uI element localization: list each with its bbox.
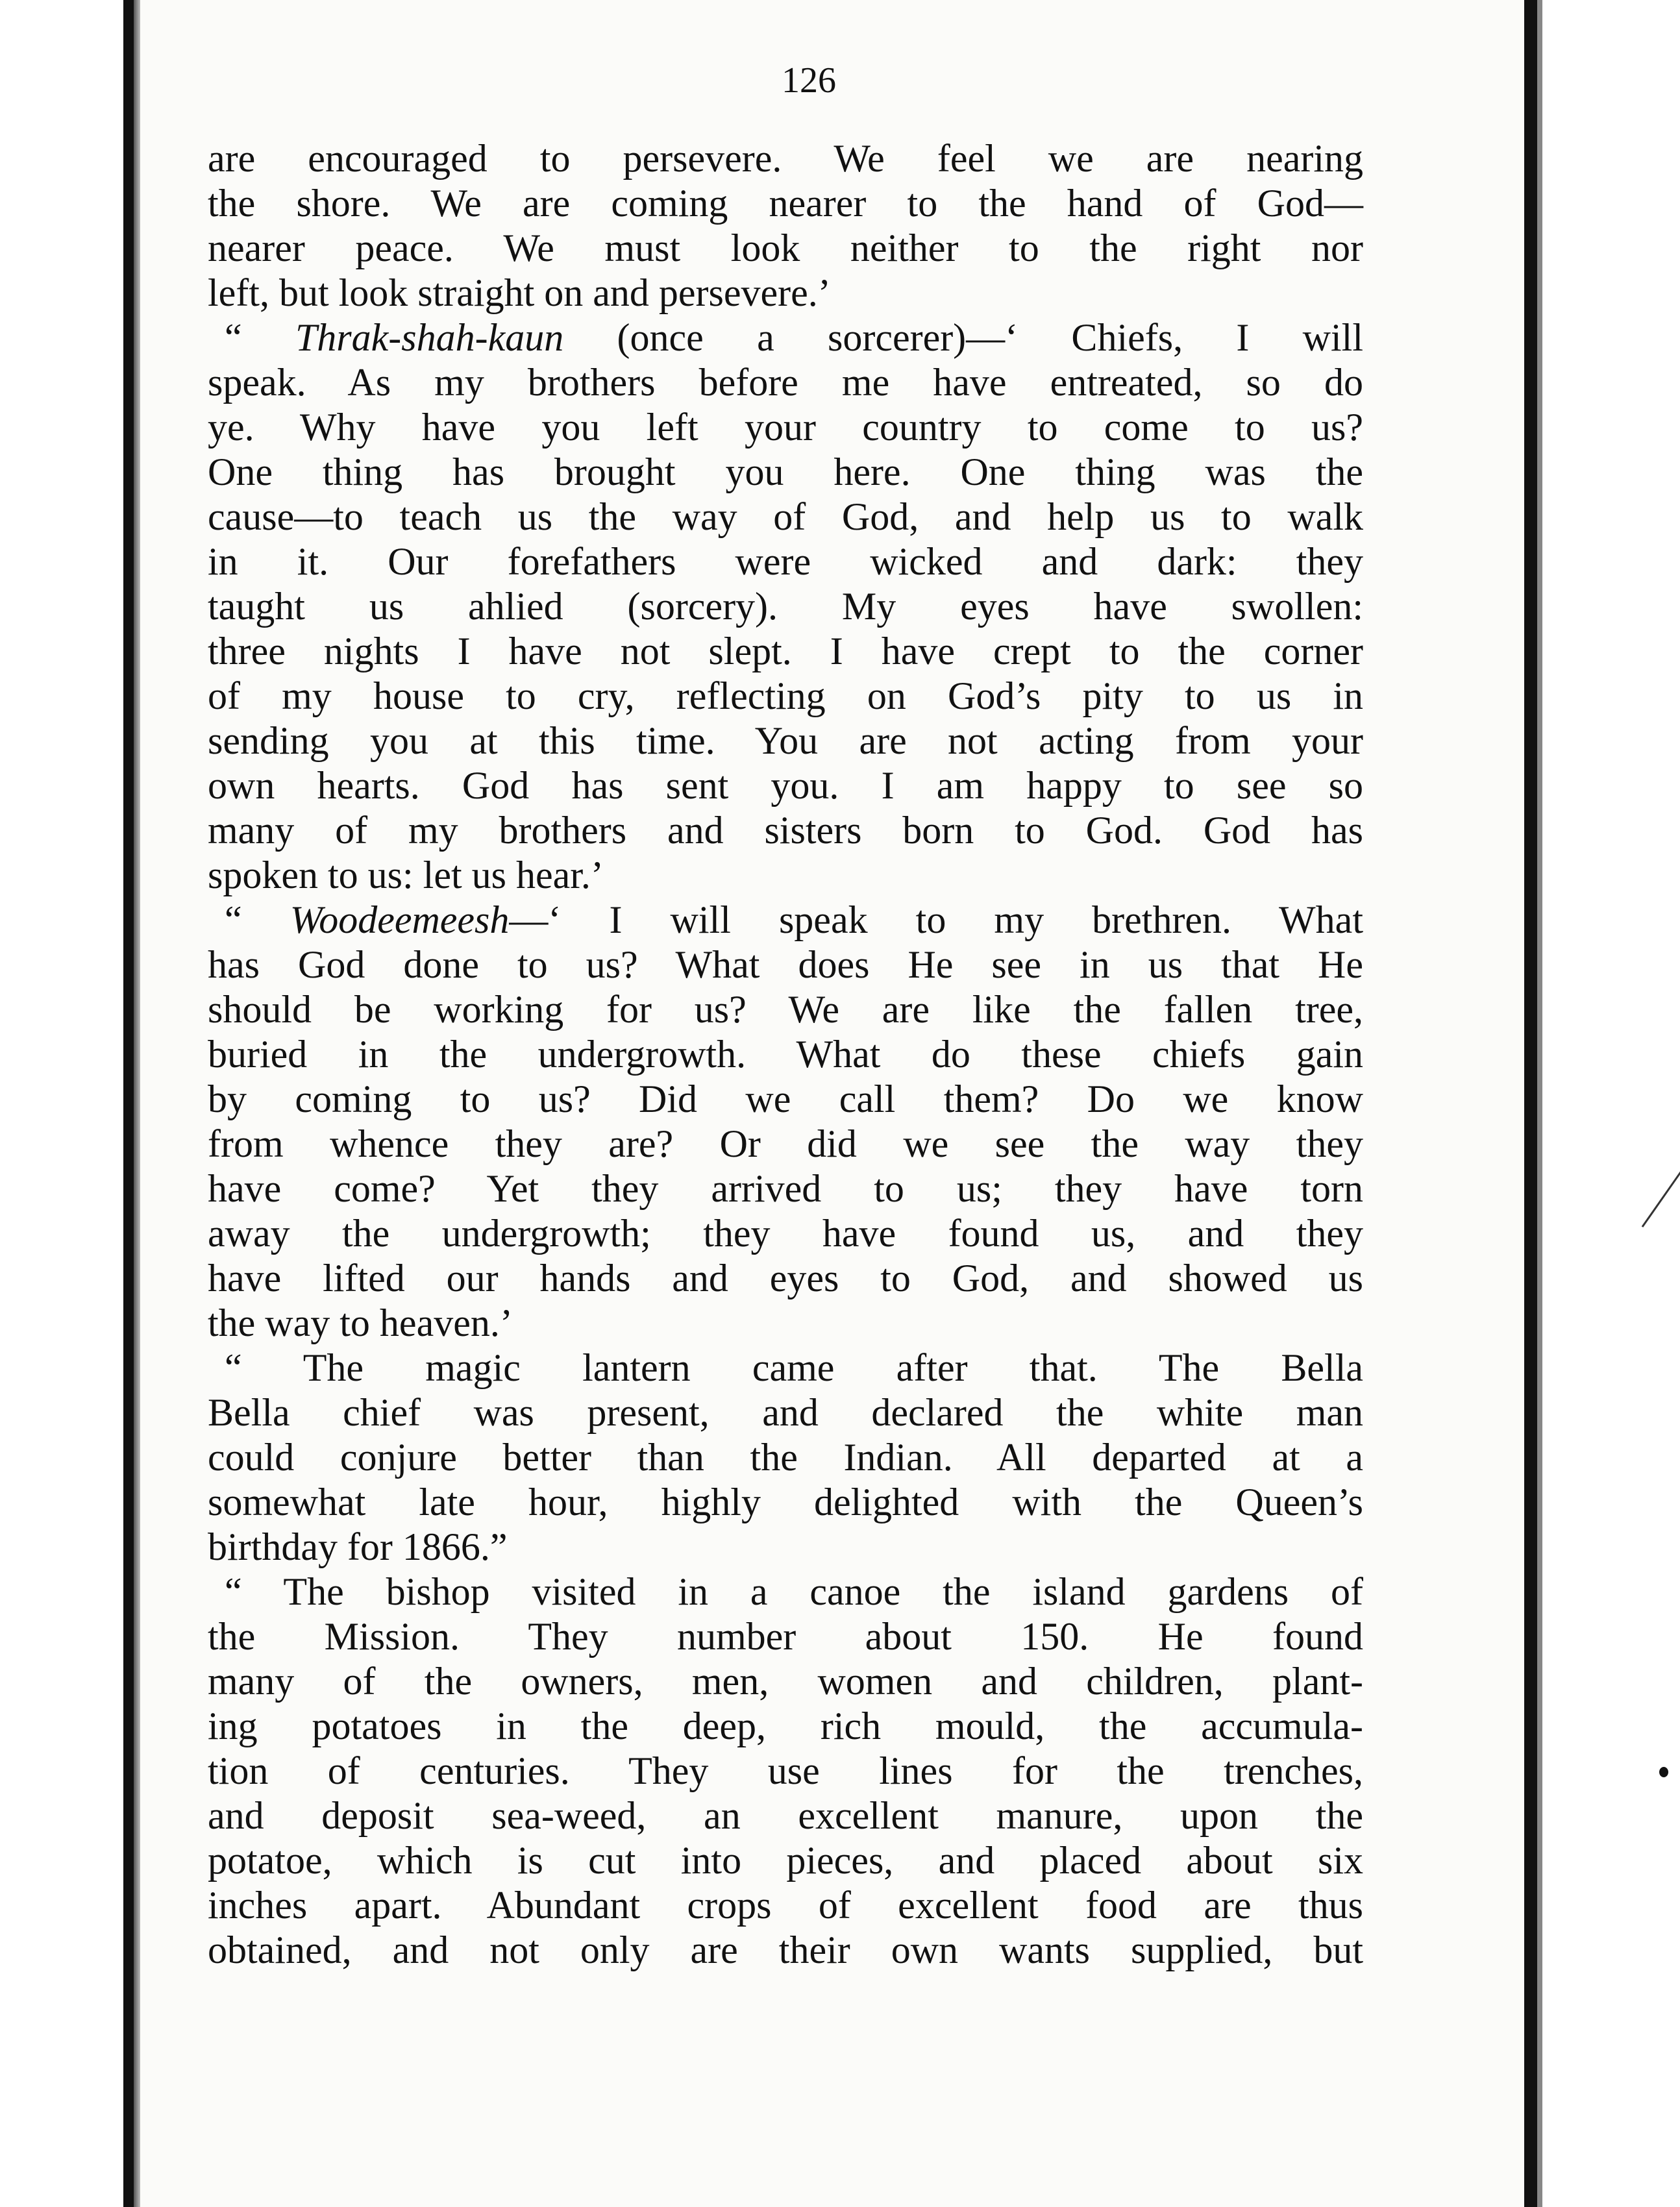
quote-open: “: [225, 316, 295, 359]
text-line: the shore. We are coming nearer to the hand of God—: [208, 182, 1363, 225]
scan-scratch-mark: [1642, 1168, 1680, 1227]
text-line: speak. As my brothers before me have entreated, so do: [208, 361, 1363, 404]
text-line: could conjure better than the Indian. All departed at a: [208, 1436, 1363, 1479]
text-line: spoken to us: let us hear.’: [208, 854, 604, 896]
speech-thrak-shah-kaun-first-line: [208, 315, 1363, 360]
text-line: three nights I have not slept. I have crept to the corner: [208, 630, 1363, 672]
text-line: Bella chief was present, and declared the white man: [208, 1391, 1363, 1434]
text-line: One thing has brought you here. One thing was the: [208, 450, 1363, 493]
scan-dot-mark: [1659, 1767, 1668, 1777]
text-line: away the undergrowth; they have found us, and they: [208, 1212, 1363, 1255]
text-line: somewhat late hour, highly delighted with the Queen’s: [208, 1481, 1363, 1523]
text-line: have lifted our hands and eyes to God, and showed us: [208, 1257, 1363, 1300]
text-line: the Mission. They number about 150. He found: [208, 1615, 1363, 1658]
text-line: has God done to us? What does He see in us that He: [208, 943, 1363, 986]
text-line: cause—to teach us the way of God, and help us to walk: [208, 495, 1363, 538]
text-fragment: —‘ I will speak to my brethren. What: [509, 898, 1363, 941]
text-line: are encouraged to persevere. We feel we are nearing: [208, 137, 1363, 180]
paragraph-first-line: “ The magic lantern came after that. The Bella: [225, 1346, 1363, 1389]
text-fragment: (once a sorcerer)—‘ Chiefs, I will: [563, 316, 1363, 359]
text-line: the way to heaven.’: [208, 1301, 513, 1344]
text-line: ye. Why have you left your country to come to us?: [208, 406, 1363, 449]
text-line: by coming to us? Did we call them? Do we know: [208, 1078, 1363, 1120]
text-line: taught us ahlied (sorcery). My eyes have swollen:: [208, 585, 1363, 628]
text-line: many of my brothers and sisters born to God. God has: [208, 809, 1363, 852]
text-line: nearer peace. We must look neither to the right nor: [208, 227, 1363, 269]
scan-right-border: [1524, 0, 1537, 2207]
page-number: 126: [782, 60, 836, 101]
scan-left-border: [123, 0, 134, 2207]
text-line: tion of centuries. They use lines for the trenches,: [208, 1749, 1363, 1792]
text-line: should be working for us? We are like the fallen tree,: [208, 988, 1363, 1031]
page-gutter-shadow: [134, 0, 140, 2207]
speaker-name: Thrak-shah-kaun: [295, 316, 564, 359]
text-line: from whence they are? Or did we see the way they: [208, 1122, 1363, 1165]
body-text: [208, 136, 1363, 1973]
text-line: ing potatoes in the deep, rich mould, the accumula-: [208, 1705, 1363, 1747]
next-page-edge: [1537, 0, 1542, 2207]
text-line: many of the owners, men, women and children, plant-: [208, 1660, 1363, 1703]
speech-woodeemeesh-first-line: [208, 898, 1363, 943]
text-line: left, but look straight on and persevere.’: [208, 271, 831, 314]
text-line: obtained, and not only are their own wants supplied, but: [208, 1929, 1363, 1971]
text-line: birthday for 1866.”: [208, 1525, 508, 1568]
text-line: sending you at this time. You are not acting from your: [208, 719, 1363, 762]
paragraph-first-line: “ The bishop visited in a canoe the island gardens of: [225, 1570, 1363, 1613]
text-line: and deposit sea-weed, an excellent manure, upon the: [208, 1794, 1363, 1837]
text-line: inches apart. Abundant crops of excellent food are thus: [208, 1884, 1363, 1927]
speaker-name: Woodeemeesh: [290, 898, 510, 941]
text-line: potatoe, which is cut into pieces, and placed about six: [208, 1839, 1363, 1882]
text-line: buried in the undergrowth. What do these chiefs gain: [208, 1033, 1363, 1076]
quote-open: “: [225, 898, 290, 941]
text-line: in it. Our forefathers were wicked and dark: they: [208, 540, 1363, 583]
text-line: own hearts. God has sent you. I am happy to see so: [208, 764, 1363, 807]
text-line: of my house to cry, reflecting on God’s pity to us in: [208, 674, 1363, 717]
text-line: have come? Yet they arrived to us; they have torn: [208, 1167, 1363, 1210]
